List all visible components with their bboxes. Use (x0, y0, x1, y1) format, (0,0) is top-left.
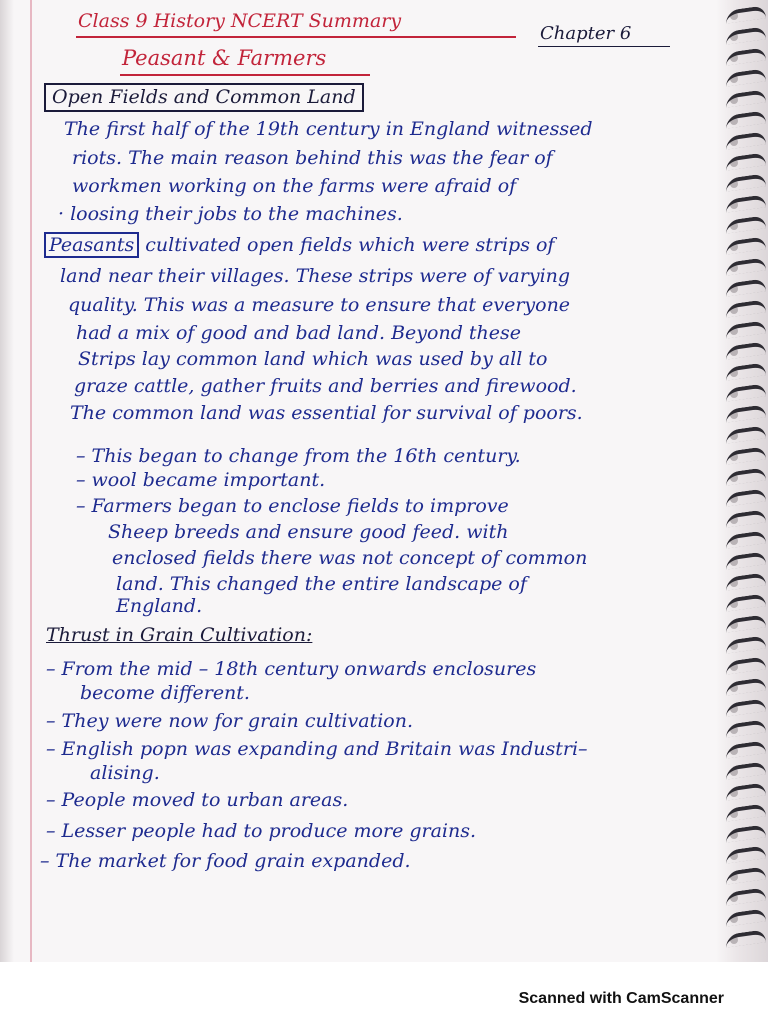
spiral-ring (726, 593, 766, 612)
spiral-ring (726, 152, 766, 171)
chapter-label: Chapter 6 (540, 23, 632, 44)
spiral-ring (726, 635, 766, 654)
text-fragment: cultivated open fields which were strips of (145, 234, 555, 256)
title-underline (76, 36, 516, 38)
spiral-ring (726, 761, 766, 780)
spiral-ring (726, 845, 766, 864)
spiral-ring (726, 824, 766, 843)
spiral-ring (726, 572, 766, 591)
section-heading-open-fields: Open Fields and Common Land (44, 83, 364, 112)
text-line: graze cattle, gather fruits and berries and firewood. (74, 375, 577, 397)
spiral-ring (726, 215, 766, 234)
spiral-ring (726, 551, 766, 570)
text-line: land near their villages. These strips were of varying (60, 265, 571, 287)
bullet-continuation: enclosed fields there was not concept of common (112, 547, 588, 569)
subtitle-underline (120, 74, 370, 76)
bullet-item: – Lesser people had to produce more grains. (46, 820, 477, 842)
text-line: workmen working on the farms were afraid of (72, 175, 517, 197)
spiral-ring (726, 68, 766, 87)
page-subtitle: Peasant & Farmers (122, 46, 327, 70)
spiral-ring (726, 530, 766, 549)
spiral-ring (726, 173, 766, 192)
text-line: quality. This was a measure to ensure that everyone (68, 294, 571, 316)
bullet-item: – They were now for grain cultivation. (46, 710, 413, 732)
bullet-item: – This began to change from the 16th century. (76, 445, 521, 467)
spiral-ring (726, 887, 766, 906)
spiral-ring (726, 509, 766, 528)
spiral-ring (726, 908, 766, 927)
spiral-ring (726, 383, 766, 402)
bullet-continuation: England. (116, 595, 203, 617)
bullet-continuation: land. This changed the entire landscape of (116, 573, 527, 595)
bullet-continuation: alising. (90, 762, 160, 784)
spiral-ring (726, 488, 766, 507)
bullet-item: – People moved to urban areas. (46, 789, 349, 811)
spiral-binding (716, 0, 768, 962)
chapter-underline (538, 46, 670, 47)
peasants-box: Peasants (44, 232, 139, 258)
spiral-ring (726, 257, 766, 276)
spiral-ring (726, 446, 766, 465)
spiral-ring (726, 782, 766, 801)
bullet-item: – The market for food grain expanded. (40, 850, 411, 872)
text-line: · loosing their jobs to the machines. (58, 203, 403, 225)
spiral-ring (726, 614, 766, 633)
spiral-ring (726, 194, 766, 213)
spiral-ring (726, 110, 766, 129)
text-line: The common land was essential for survival of poors. (70, 402, 583, 424)
bullet-item: – From the mid – 18th century onwards enclosures (46, 658, 537, 680)
spiral-ring (726, 131, 766, 150)
margin-line (30, 0, 32, 962)
spiral-ring (726, 26, 766, 45)
text-line (44, 236, 554, 255)
bullet-item: – English popn was expanding and Britain was Industri– (46, 738, 588, 760)
bullet-continuation: Sheep breeds and ensure good feed. with (108, 521, 509, 543)
scanner-watermark: Scanned with CamScanner (518, 990, 724, 1007)
spiral-ring (726, 929, 766, 948)
spiral-ring (726, 740, 766, 759)
spiral-ring (726, 719, 766, 738)
text-line: Strips lay common land which was used by all to (78, 348, 548, 370)
bullet-item: – Farmers began to enclose fields to improve (76, 495, 509, 517)
text-line: riots. The main reason behind this was the fear of (72, 147, 553, 169)
section-heading-grain: Thrust in Grain Cultivation: (46, 624, 313, 646)
spiral-ring (726, 236, 766, 255)
spiral-ring (726, 320, 766, 339)
spiral-ring (726, 341, 766, 360)
spiral-ring (726, 362, 766, 381)
page-shadow (0, 0, 14, 962)
spiral-ring (726, 803, 766, 822)
spiral-ring (726, 278, 766, 297)
spiral-ring (726, 866, 766, 885)
spiral-ring (726, 89, 766, 108)
bullet-continuation: become different. (80, 682, 250, 704)
text-line: had a mix of good and bad land. Beyond these (76, 322, 522, 344)
text-line: The first half of the 19th century in England witnessed (64, 118, 593, 140)
spiral-ring (726, 299, 766, 318)
spiral-ring (726, 467, 766, 486)
spiral-ring (726, 47, 766, 66)
spiral-ring (726, 5, 766, 24)
spiral-ring (726, 404, 766, 423)
spiral-ring (726, 677, 766, 696)
bullet-item: – wool became important. (76, 469, 326, 491)
spiral-ring (726, 656, 766, 675)
spiral-ring (726, 425, 766, 444)
spiral-ring (726, 698, 766, 717)
page-title: Class 9 History NCERT Summary (78, 10, 402, 32)
